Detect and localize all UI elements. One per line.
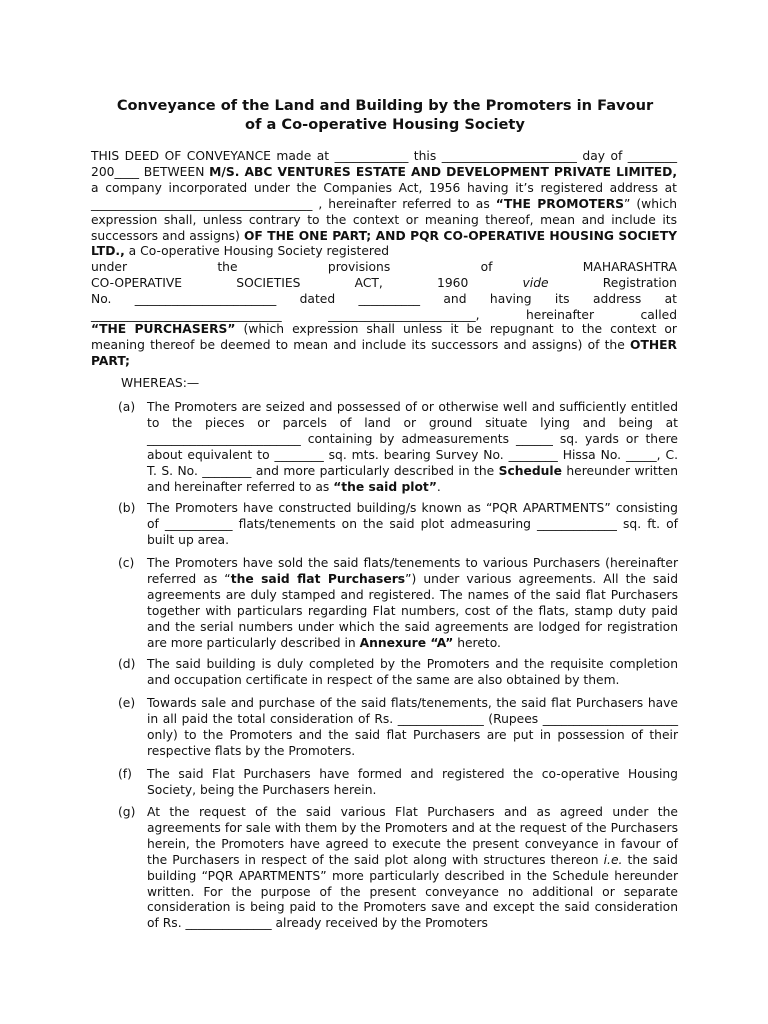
company-name: M/S. ABC VENTURES ESTATE AND DEVELOPMENT PRIVATE LIMITED, (209, 164, 677, 179)
intro-text-2: a company incorporated under the Companies Act, 1956 having it’s registered address at ____________________________________ , hereinafter referred to as (91, 180, 677, 211)
recital-text: The said building is duly completed by the Promoters and the requisite completion and occupation certificate in respect of the same are also obtained by them. (147, 657, 678, 687)
row2-word-1: CO-OPERATIVE (91, 276, 183, 291)
intro-text-3: ” (which expression shall, unless contrary to the context or meaning thereof, mean and include its successors and assigns) (91, 196, 677, 243)
intro-text-1: THIS DEED OF CONVEYANCE made at ____________ this ______________________ day of ________ 200____ BETWEEN (91, 149, 677, 179)
recital-text (147, 400, 678, 495)
flat-purchasers-term: the said flat Purchasers (230, 571, 406, 586)
said-plot-term: “the said plot” (333, 479, 437, 494)
ie-term: i.e. (603, 852, 623, 867)
row2-word-4: 1960 (437, 276, 469, 291)
recital-a-text-3: . (436, 479, 441, 494)
title-line-2: of a Co-operative Housing Society (245, 116, 525, 133)
row1-word-4: of (480, 260, 493, 275)
recital-c-text-1: The Promoters have sold the said flats/tenements to various Purchasers (hereinafter referred as “ (147, 556, 678, 586)
purchasers-term: “THE PURCHASERS” (91, 322, 236, 336)
row2-vide: vide (522, 276, 549, 291)
recital-g-text-2: the said building “PQR APARTMENTS” more particularly described in the Schedule hereunder written. For the purpose of the present conveyance no additional or separate consideration is being paid to the Promoters save and except the said consideration of Rs. ______________ already received by the Promoters (147, 852, 678, 931)
intro-row-2 (91, 276, 677, 292)
row2-word-3: ACT, (354, 276, 383, 291)
promoters-term: “THE PROMOTERS (495, 196, 625, 211)
recital-c-text-3: hereto. (453, 635, 501, 650)
whereas-heading: WHEREAS:— (121, 376, 200, 390)
recital-label: (a) (118, 400, 136, 414)
row1-word-1: under (91, 260, 128, 275)
annexure-term: Annexure “A” (359, 635, 454, 650)
purchasers-text: (which expression shall unless it be repugnant to the context or meaning thereof be deemed to mean and include its successors and assigns) of the (91, 322, 677, 352)
recital-g-text-1: At the request of the said various Flat Purchasers and as agreed under the agreements for sale with them by the Promoters and at the request of the Purchasers herein, the Promoters have agreed to execute the present conveyance in favour of the Purchasers in respect of the said plot along with structures thereon (147, 805, 678, 867)
row1-word-2: the (217, 260, 238, 275)
row1-word-3: provisions (327, 260, 391, 275)
document-title (60, 96, 710, 134)
intro-text-5: No. _______________________ dated __________ and having its address at _______________________________ ________________________, hereinafter called (91, 292, 677, 323)
recital-a-text-1: The Promoters are seized and possessed of or otherwise well and sufficiently entitled to the pieces or parcels of land or ground situate lying and being at _________________________ containing by admeasurements ______ sq. yards or there about equivalent to ________ sq. mts. bearing Survey No. ________ Hissa No. _____, C. T. S. No. ________ and more particularly described in the (147, 400, 678, 478)
recital-text (147, 805, 678, 932)
recital-label: (g) (118, 805, 136, 819)
recital-label: (d) (118, 657, 136, 671)
recital-text (147, 556, 678, 651)
recital-text: Towards sale and purchase of the said flats/tenements, the said flat Purchasers have in all paid the total consideration of Rs. ______________ (Rupees ______________________ only) to the Promoters and the said flat Purchasers are put in possession of their respective flats by the Promoters. (147, 696, 678, 758)
recital-label: (e) (118, 696, 136, 710)
schedule-term: Schedule (498, 463, 562, 478)
recital-label: (b) (118, 501, 136, 515)
row2-word-2: SOCIETIES (236, 276, 301, 291)
recital-a-text-2: hereunder written and hereinafter referred to as (147, 463, 678, 494)
intro-row-1 (91, 260, 677, 276)
row1-word-5: MAHARASHTRA (582, 260, 677, 275)
one-part-society: OF THE ONE PART; AND PQR CO-OPERATIVE HOUSING SOCIETY LTD., (91, 228, 677, 259)
other-part: OTHER PART; (91, 337, 677, 368)
recital-c-text-2: ”) under various agreements. All the said agreements are duly stamped and registered. The names of the said flat Purchasers together with particulars regarding Flat numbers, cost of the flats, stamp duty paid and the serial numbers under which the said agreements are lodged for registration are more particularly described in (147, 571, 678, 650)
purchasers-paragraph (91, 322, 677, 370)
title-line-1: Conveyance of the Land and Building by the Promoters in Favour (116, 97, 654, 114)
recital-label: (c) (118, 556, 135, 570)
intro-paragraph (91, 149, 677, 324)
recital-label: (f) (118, 767, 132, 781)
recital-text: The said Flat Purchasers have formed and registered the co-operative Housing Society, being the Purchasers herein. (147, 767, 678, 797)
intro-text-4: a Co-operative Housing Society registered (124, 244, 390, 259)
row2-registration: Registration (602, 276, 677, 291)
recital-text: The Promoters have constructed building/s known as “PQR APARTMENTS” consisting of ___________ flats/tenements on the said plot admeasuring _____________ sq. ft. of built up area. (147, 501, 678, 547)
